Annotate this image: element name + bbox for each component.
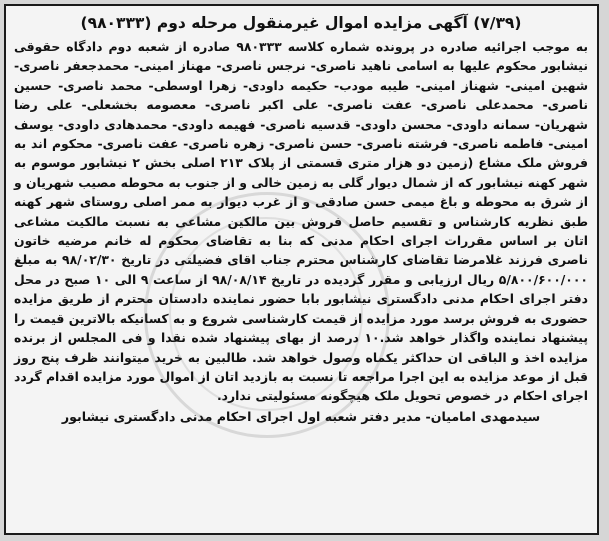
notice-body: به موجب اجرائیه صادره در پرونده شماره کلاسه ۹۸۰۳۳۳ صادره از شعبه دوم دادگاه حقوقی نیشابور محکوم علیها به اسامی ناهید ناصری- نرجس ناصری- مهناز امینی- محمدجعفر ناصری- شهین امینی- شهناز امینی- طیبه مودب- حکیمه داودی- زهرا اوسطی- محمد ناصری- حسین ناصری- محمدعلی ناصری- عفت ناصری- علی اکبر ناصری- معصومه بخشعلی- علی رضا شهریان- سمانه داودی- محسن داودی- قدسیه ناصری- فهیمه داودی- محمدهادی داودی- یوسف امینی- فاطمه ناصری- فرشته ناصری- حسن ناصری- زهره ناصری- عفت ناصری- محکوم اند به فروش ملک مشاع (زمین دو هزار متری قسمتی از پلاک ۲۱۳ اصلی بخش ۲ نیشابور موسوم به شهر کهنه نیشابور که از شمال دیوار گلی به زمین خالی و از جنوب به محوطه مصیب شهریان و از شرق به محوطه و باغ میمی حسن صادقی و از غرب دیوار به ممر اصلی روستای شهر کهنه طبق نظریه کارشناس و تقسیم حاصل فروش بین مالکین مشاعی به نسبت مالکیت مشاعی اتان بر اساس مقررات اجرای احکام مدنی که بنا به تقاضای محکوم له خانم مرضیه خاتون ناصری فرزند غلامرضا تقاضای کارشناس محترم جناب اقای فضیلتی در تاریخ ۹۸/۰۲/۳۰ به مبلغ ۵/۸۰۰/۶۰۰/۰۰۰ ریال ارزیابی و مقرر گردیده در تاریخ ۹۸/۰۸/۱۴ از ساعت ۹ الی ۱۰ صبح در محل دفتر اجرای احکام مدنی دادگستری نیشابور بابا حضور نماینده دادستان محترم از طریق مزایده حضوری به فروش برسد مورد مزایده از قیمت کارشناسی شروع و به کسانیکه بالاترین قیمت را پیشنهاد نماینده واگذار خواهد شد.۱۰ درصد از بهای پیشنهاد شده نقدا و فی المجلس از برنده مزایده اخذ و الباقی ان حداکثر یکماه وصول خواهد شد. طالبین به خرید میتوانند ظرف پنج روز قبل از موعد مزایده به این اجرا مراجعه تا نسبت به بازدید اتان از اموال مورد مزایده اقدام گردد اجرای احکام در خصوص تحویل ملک هیچگونه مسئولیتی ندارد. [14,39,589,404]
notice-signature: سیدمهدی امامیان- مدیر دفتر شعبه اول اجرای احکام مدنی دادگستری نیشابور [61,408,541,424]
notice-title: (۷/۳۹) آگهی مزایده اموال غیرمنقول مرحله دوم (۹۸۰۳۳۳) [80,14,522,32]
auction-notice [4,4,599,535]
